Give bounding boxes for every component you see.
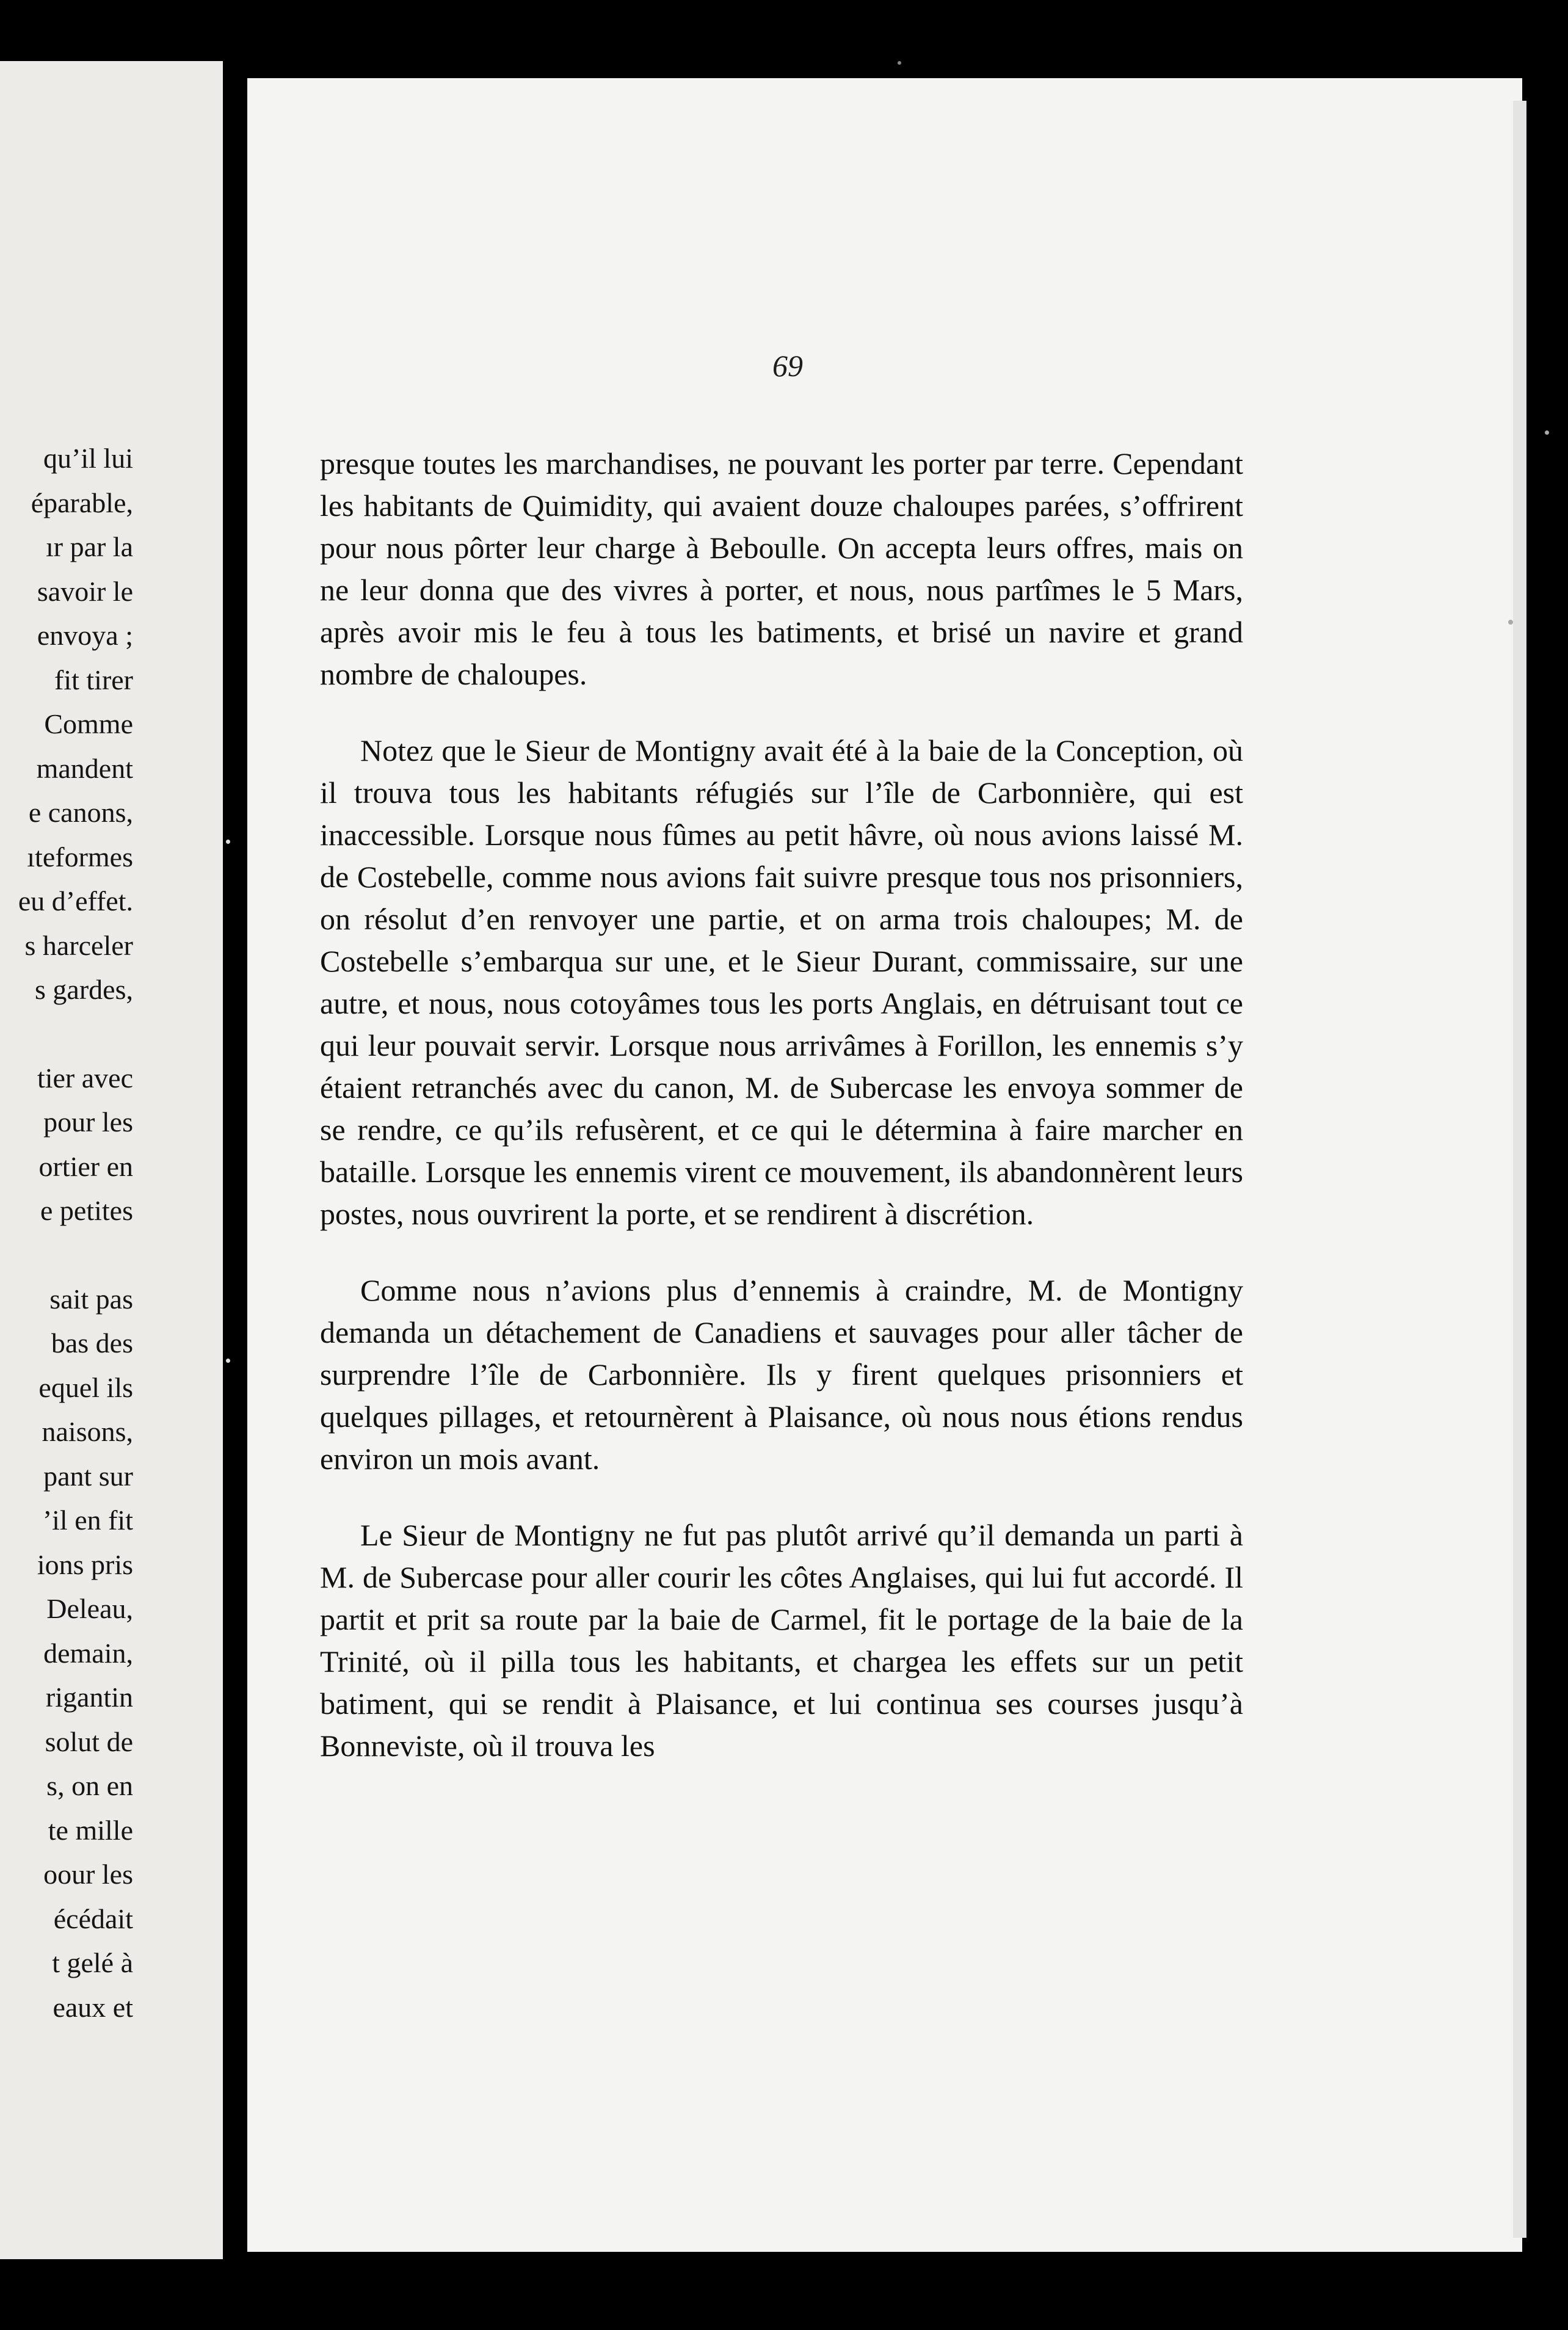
facing-line: qu’il lui: [43, 443, 133, 474]
paragraph: Comme nous n’avions plus d’ennemis à craindre, M. de Montigny demanda un détachement de Canadiens et sauvages pour aller tâcher de surprendre l’île de Carbonnière. Ils y firent quelques prisonniers et quelques pillages, et retournèrent à Plaisance, où nous nous étions rendus environ un mois avant.: [320, 1273, 1243, 1476]
page-number: 69: [772, 349, 803, 383]
body-text: [320, 443, 1243, 1767]
paragraph: Le Sieur de Montigny ne fut pas plutôt arrivé qu’il demanda un parti à M. de Subercase pour aller courir les côtes Anglaises, qui lui fut accordé. Il partit et prit sa route par la baie de Carmel, fit le portage de la baie de la Trinité, où il pilla tous les habitants, et chargea les effets sur un petit batiment, qui se rendit à Plaisance, et lui continua ses courses jusqu’à Bonneviste, où il trouva les: [320, 1518, 1243, 1763]
scan-speck: [1545, 430, 1549, 435]
facing-line: ıteformes: [27, 841, 133, 873]
facing-line: mandent: [36, 752, 133, 784]
facing-line: s harceler: [24, 929, 133, 961]
facing-page-text: [0, 437, 133, 2030]
facing-line: pour les: [43, 1106, 133, 1138]
facing-line: Comme: [44, 708, 133, 739]
scan-speck: [898, 61, 901, 65]
paragraph: Notez que le Sieur de Montigny avait été à la baie de la Conception, où il trouva tous les habitants réfugiés sur l’île de Carbonnière, qui est inaccessible. Lorsque nous fûmes au petit hâvre, où nous avions laissé M. de Costebelle, comme nous avions fait suivre presque tous nos prisonniers, on résolut d’en renvoyer une partie, et on arma trois chaloupes; M. de Costebelle s’embarqua sur une, et le Sieur Durant, commissaire, sur une autre, et nous, nous cotoyâmes tous les ports Anglais, en détruisant tout ce qui leur pouvait servir. Lorsque nous arrivâmes à Forillon, les ennemis s’y étaient retranchés avec du canon, M. de Subercase les envoya sommer de se rendre, ce qu’ils refusèrent, et ce qui le détermina à faire marcher en bataille. Lorsque les ennemis virent ce mouvement, ils abandonnèrent leurs postes, nous ouvrirent la porte, et se rendirent à discrétion.: [320, 733, 1243, 1231]
facing-line: oour les: [43, 1859, 133, 1890]
facing-line: t gelé à: [52, 1947, 133, 1978]
facing-line: s, on en: [46, 1770, 133, 1801]
facing-line: ’il en fit: [42, 1504, 133, 1536]
facing-line: envoya ;: [37, 620, 133, 651]
facing-line: demain,: [43, 1637, 133, 1669]
facing-line: rigantin: [45, 1682, 133, 1713]
facing-line: ır par la: [45, 531, 133, 562]
facing-line: eu d’effet.: [18, 885, 133, 916]
facing-page: [0, 61, 223, 2259]
page-edge: [1513, 101, 1526, 2238]
facing-line: pant sur: [43, 1460, 133, 1492]
facing-line: sait pas: [49, 1283, 133, 1315]
paragraph-gap: [0, 1233, 133, 1277]
facing-line: tier avec: [37, 1062, 133, 1094]
facing-line: e canons,: [28, 797, 133, 828]
facing-line: s gardes,: [35, 974, 133, 1005]
facing-line: bas des: [51, 1327, 133, 1359]
facing-line: eaux et: [53, 1991, 133, 2023]
facing-line: écédait: [53, 1903, 133, 1934]
facing-line: ions pris: [37, 1548, 133, 1580]
facing-line: ortier en: [38, 1150, 133, 1182]
facing-line: fit tirer: [54, 664, 133, 695]
facing-line: naisons,: [42, 1416, 133, 1447]
facing-line: equel ils: [38, 1371, 133, 1403]
facing-line: éparable,: [31, 487, 133, 518]
facing-line: e petites: [40, 1195, 133, 1226]
facing-line: Deleau,: [46, 1593, 133, 1624]
paragraph: presque toutes les marchandises, ne pouvant les porter par terre. Cependant les habitants de Quimidity, qui avaient douze chaloupes parées, s’offrirent pour nous pôrter leur charge à Beboulle. On accepta leurs offres, mais on ne leur donna que des vivres à porter, et nous, nous partîmes le 5 Mars, après avoir mis le feu à tous les batiments, et brisé un navire et grand nombre de chaloupes.: [320, 446, 1243, 691]
scan-speck: [226, 840, 230, 844]
scan-speck: [226, 1359, 230, 1363]
scan-speck: [1508, 620, 1513, 625]
facing-line: solut de: [45, 1726, 133, 1757]
facing-line: te mille: [48, 1814, 133, 1846]
facing-line: savoir le: [37, 575, 133, 607]
paragraph-gap: [0, 1012, 133, 1056]
